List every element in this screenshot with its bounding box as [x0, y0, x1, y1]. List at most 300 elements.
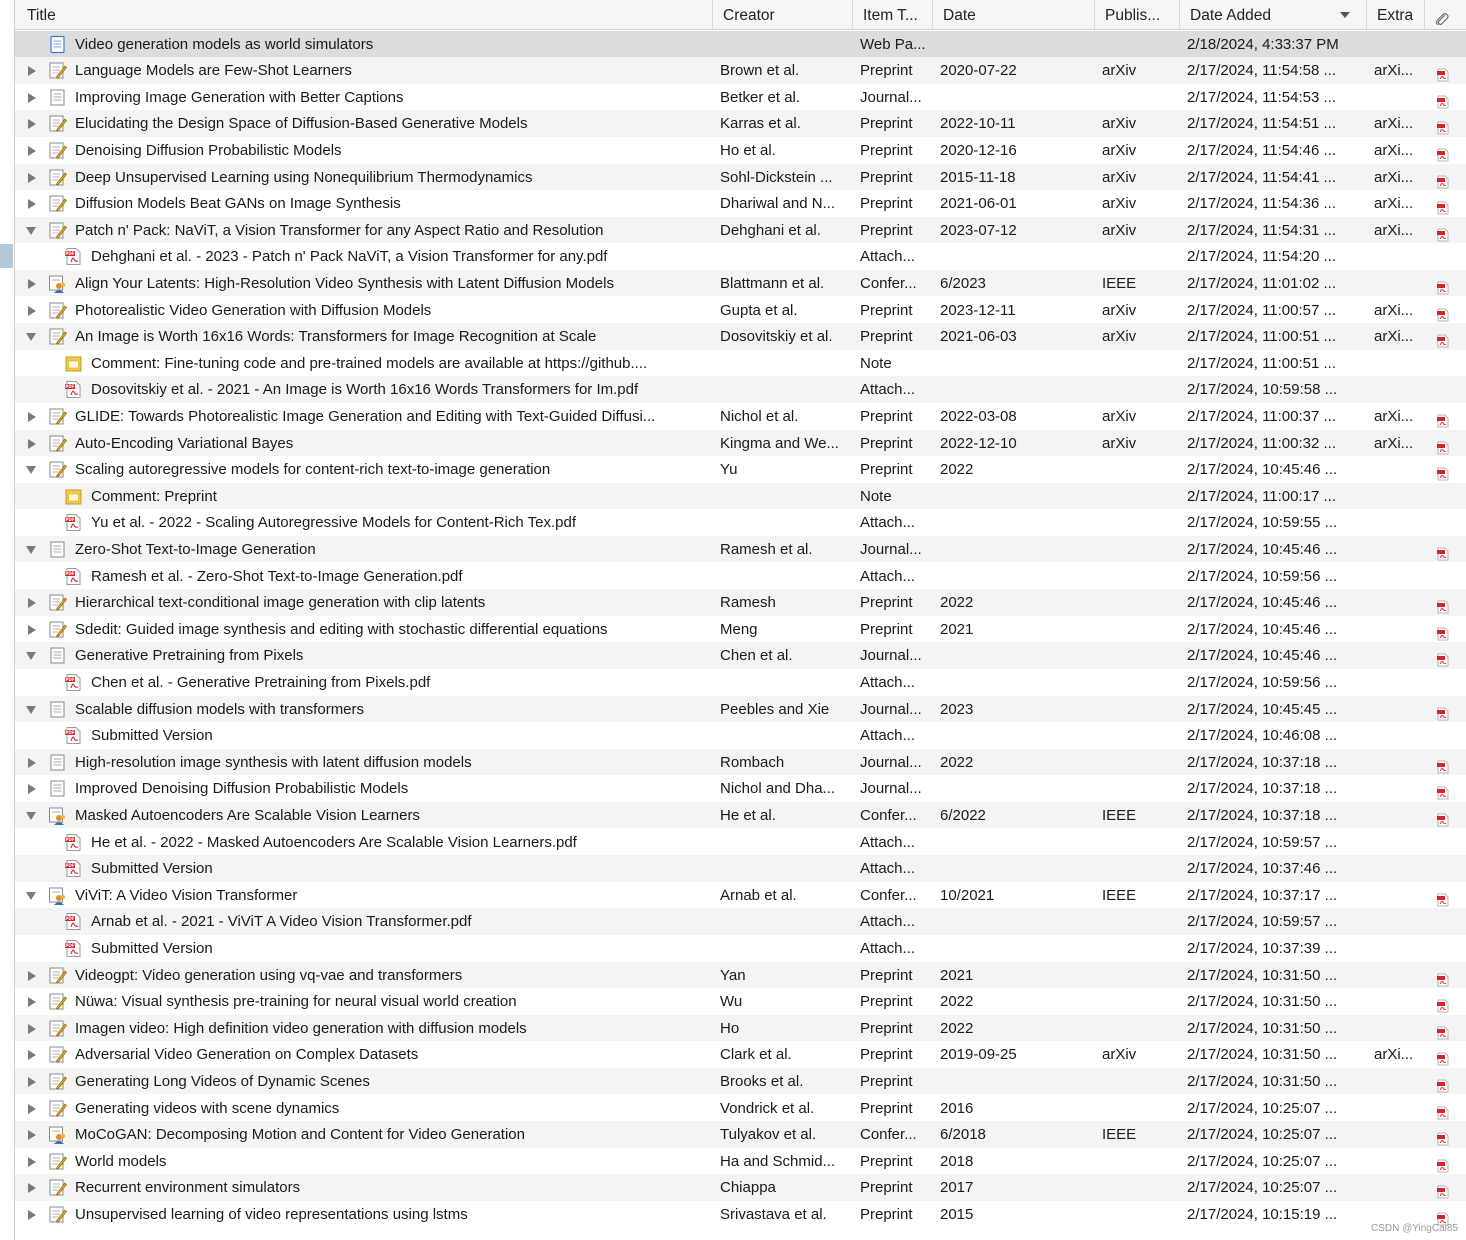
column-header-date[interactable] [933, 0, 1095, 30]
publisher-cell [1095, 908, 1176, 935]
table-row[interactable] [15, 190, 1466, 217]
expand-closed-icon[interactable] [28, 1157, 36, 1167]
item-type-cell: Preprint [860, 1152, 913, 1170]
publisher-cell [1095, 669, 1176, 696]
svg-text:PDF: PDF [65, 863, 75, 869]
publisher-cell: arXiv [1102, 115, 1137, 133]
attachment-cell[interactable] [1425, 1174, 1466, 1201]
attachment-cell [1425, 483, 1466, 510]
expand-closed-icon[interactable] [28, 997, 36, 1007]
table-row[interactable] [15, 243, 1466, 270]
table-row[interactable] [15, 642, 1466, 669]
expand-closed-icon[interactable] [28, 1050, 36, 1060]
item-title: Sdedit: Guided image synthesis and editing with stochastic differential equations [75, 620, 608, 638]
table-row[interactable] [15, 775, 1466, 802]
item-type-cell: Attach... [860, 381, 916, 399]
attachment-cell[interactable] [1425, 1068, 1466, 1095]
publisher-cell: arXiv [1102, 407, 1137, 425]
creator-cell: Ha and Schmid... [720, 1152, 836, 1170]
title-cell [15, 190, 713, 217]
creator-cell: Blattmann et al. [720, 274, 825, 292]
column-header-label: Date [943, 7, 976, 24]
table-row[interactable] [15, 1068, 1466, 1095]
date-added-cell: 2/17/2024, 11:00:51 ... [1187, 328, 1337, 346]
title-cell [15, 988, 713, 1015]
item-title: An Image is Worth 16x16 Words: Transformers for Image Recognition at Scale [75, 328, 597, 346]
expand-open-icon[interactable] [26, 466, 36, 474]
publisher-cell: arXiv [1102, 195, 1137, 213]
expand-open-icon[interactable] [26, 546, 36, 554]
attachment-cell[interactable] [1425, 802, 1466, 829]
publisher-cell [1095, 243, 1176, 270]
preprint-icon [48, 1099, 67, 1118]
preprint-icon [48, 992, 67, 1011]
table-row[interactable] [15, 1201, 1466, 1228]
date-added-cell: 2/17/2024, 11:00:17 ... [1187, 487, 1337, 505]
preprint-icon [48, 141, 67, 160]
publisher-cell [1095, 935, 1176, 962]
creator-cell: Ramesh et al. [720, 540, 813, 558]
item-type-cell: Preprint [860, 195, 913, 213]
publisher-cell [1095, 829, 1176, 856]
pdf-icon[interactable] [1436, 144, 1450, 164]
item-title: Submitted Version [91, 939, 213, 957]
creator-cell: Wu [720, 993, 743, 1011]
extra-cell [1367, 1095, 1421, 1122]
table-row[interactable] [15, 962, 1466, 989]
creator-cell: Yan [720, 966, 746, 984]
date-added-cell: 2/17/2024, 10:59:57 ... [1187, 833, 1338, 851]
attachment-cell [1425, 509, 1466, 536]
title-cell [15, 882, 713, 909]
item-type-cell: Preprint [860, 141, 913, 159]
item-title: Denoising Diffusion Probabilistic Models [75, 141, 342, 159]
table-row[interactable] [15, 323, 1466, 350]
publisher-cell [1095, 962, 1176, 989]
column-header-publisher[interactable] [1095, 0, 1180, 30]
left-gutter-marker [0, 244, 13, 268]
item-title: Yu et al. - 2022 - Scaling Autoregressive Models for Content-Rich Tex.pdf [91, 514, 576, 532]
date-added-cell: 2/17/2024, 11:54:36 ... [1187, 195, 1337, 213]
pdf-attachment-icon [64, 939, 83, 958]
attachment-cell[interactable] [1425, 1148, 1466, 1175]
attachment-cell[interactable] [1425, 1041, 1466, 1068]
items-table[interactable] [14, 0, 1466, 1240]
table-row[interactable] [15, 536, 1466, 563]
expand-closed-icon[interactable] [28, 1183, 36, 1193]
table-row[interactable] [15, 137, 1466, 164]
extra-cell [1367, 616, 1421, 643]
expand-closed-icon[interactable] [28, 306, 36, 316]
expand-closed-icon[interactable] [28, 1130, 36, 1140]
preprint-icon [48, 327, 67, 346]
attachment-cell[interactable] [1425, 164, 1466, 191]
item-type-cell: Attach... [860, 860, 916, 878]
creator-cell: Chen et al. [720, 647, 793, 665]
svg-text:PDF: PDF [65, 730, 75, 736]
extra-cell [1367, 243, 1421, 270]
pdf-icon[interactable] [1436, 197, 1450, 217]
publisher-cell [1095, 775, 1176, 802]
extra-cell [1367, 1174, 1421, 1201]
pdf-icon[interactable] [1436, 889, 1450, 909]
item-type-cell: Journal... [860, 540, 922, 558]
publisher-cell [1095, 509, 1176, 536]
expand-closed-icon[interactable] [28, 758, 36, 768]
pdf-icon[interactable] [1436, 171, 1450, 191]
item-title: Align Your Latents: High-Resolution Video Synthesis with Latent Diffusion Models [75, 274, 614, 292]
creator-cell: Gupta et al. [720, 301, 798, 319]
publisher-cell: arXiv [1102, 221, 1137, 239]
preprint-icon [48, 61, 67, 80]
table-row[interactable] [15, 509, 1466, 536]
expand-closed-icon[interactable] [28, 784, 36, 794]
attachment-cell[interactable] [1425, 110, 1466, 137]
table-row[interactable] [15, 616, 1466, 643]
creator-cell: Ho [720, 1019, 740, 1037]
expand-closed-icon[interactable] [28, 1024, 36, 1034]
attachment-cell [1425, 829, 1466, 856]
column-header-label: Publis... [1105, 7, 1161, 24]
table-row[interactable] [15, 669, 1466, 696]
extra-cell [1367, 589, 1421, 616]
date-cell [933, 908, 1091, 935]
pdf-icon[interactable] [1436, 224, 1450, 244]
date-cell: 2022-03-08 [940, 407, 1017, 425]
attachment-cell[interactable] [1425, 536, 1466, 563]
date-cell [933, 31, 1091, 58]
publisher-cell [1095, 1095, 1176, 1122]
pdf-icon[interactable] [1436, 1048, 1450, 1068]
table-row[interactable] [15, 829, 1466, 856]
pdf-icon[interactable] [1436, 809, 1450, 829]
item-type-cell: Preprint [860, 301, 913, 319]
journal-article-icon [48, 88, 67, 107]
pdf-icon[interactable] [1436, 623, 1450, 643]
expand-closed-icon[interactable] [28, 598, 36, 608]
pdf-icon[interactable] [1436, 969, 1450, 989]
publisher-cell: IEEE [1102, 806, 1137, 824]
item-type-cell: Preprint [860, 434, 913, 452]
expand-closed-icon[interactable] [28, 1077, 36, 1087]
creator-cell: Rombach [720, 753, 785, 771]
pdf-icon[interactable] [1436, 703, 1450, 723]
expand-closed-icon[interactable] [28, 279, 36, 289]
pdf-icon[interactable] [1436, 1181, 1450, 1201]
creator-cell [713, 243, 849, 270]
attachment-cell[interactable] [1425, 589, 1466, 616]
extra-cell [1367, 908, 1421, 935]
pdf-icon[interactable] [1436, 463, 1450, 483]
attachment-cell [1425, 350, 1466, 377]
pdf-icon[interactable] [1436, 756, 1450, 776]
expand-open-icon[interactable] [26, 333, 36, 341]
table-row[interactable] [15, 1121, 1466, 1148]
extra-cell: arXi... [1374, 221, 1414, 239]
item-title: Comment: Preprint [91, 487, 217, 505]
expand-open-icon[interactable] [26, 227, 36, 235]
expand-closed-icon[interactable] [28, 199, 36, 209]
attachment-cell[interactable] [1425, 616, 1466, 643]
date-cell [933, 509, 1091, 536]
item-title: Hierarchical text-conditional image generation with clip latents [75, 594, 486, 612]
preprint-icon [48, 1019, 67, 1038]
extra-cell: arXi... [1374, 434, 1414, 452]
table-row[interactable] [15, 1095, 1466, 1122]
item-type-cell: Web Pa... [860, 35, 926, 53]
preprint-icon [48, 1045, 67, 1064]
publisher-cell [1095, 1174, 1176, 1201]
expand-closed-icon[interactable] [28, 93, 36, 103]
date-added-cell: 2/17/2024, 10:25:07 ... [1187, 1152, 1338, 1170]
left-gutter [0, 0, 14, 1240]
extra-cell [1367, 1121, 1421, 1148]
publisher-cell: arXiv [1102, 168, 1137, 186]
table-row[interactable] [15, 1174, 1466, 1201]
publisher-cell [1095, 483, 1176, 510]
expand-closed-icon[interactable] [28, 971, 36, 981]
extra-cell: arXi... [1374, 141, 1414, 159]
expand-open-icon[interactable] [26, 892, 36, 900]
table-header [15, 0, 1466, 30]
pdf-icon[interactable] [1436, 649, 1450, 669]
title-cell [15, 164, 713, 191]
extra-cell [1367, 882, 1421, 909]
item-title: Ramesh et al. - Zero-Shot Text-to-Image Generation.pdf [91, 567, 463, 585]
pdf-icon[interactable] [1436, 596, 1450, 616]
sort-descending-icon[interactable] [1340, 12, 1350, 18]
pdf-icon[interactable] [1436, 330, 1450, 350]
pdf-icon[interactable] [1436, 437, 1450, 457]
preprint-icon [48, 407, 67, 426]
date-cell: 2022-12-10 [940, 434, 1017, 452]
pdf-icon[interactable] [1436, 543, 1450, 563]
title-cell [15, 84, 713, 111]
date-cell [933, 243, 1091, 270]
attachment-cell[interactable] [1425, 749, 1466, 776]
expand-closed-icon[interactable] [28, 146, 36, 156]
table-row[interactable] [15, 1148, 1466, 1175]
publisher-cell [1095, 536, 1176, 563]
preprint-icon [48, 1072, 67, 1091]
pdf-icon[interactable] [1436, 64, 1450, 84]
pdf-icon[interactable] [1436, 1128, 1450, 1148]
attachment-cell[interactable] [1425, 190, 1466, 217]
expand-closed-icon[interactable] [28, 625, 36, 635]
preprint-icon [48, 1205, 67, 1224]
attachment-cell[interactable] [1425, 270, 1466, 297]
publisher-cell [1095, 589, 1176, 616]
attachment-cell[interactable] [1425, 988, 1466, 1015]
expand-open-icon[interactable] [26, 812, 36, 820]
table-row[interactable] [15, 350, 1466, 377]
date-added-cell: 2/17/2024, 11:00:32 ... [1187, 434, 1337, 452]
table-row[interactable] [15, 57, 1466, 84]
item-type-cell: Note [860, 354, 892, 372]
extra-cell [1367, 935, 1421, 962]
attachment-cell[interactable] [1425, 217, 1466, 244]
extra-cell [1367, 802, 1421, 829]
date-added-cell: 2/17/2024, 10:37:18 ... [1187, 806, 1338, 824]
attachment-cell[interactable] [1425, 1121, 1466, 1148]
date-cell: 2022 [940, 461, 974, 479]
expand-open-icon[interactable] [26, 652, 36, 660]
item-title: He et al. - 2022 - Masked Autoencoders Are Scalable Vision Learners.pdf [91, 833, 577, 851]
item-title: Deep Unsupervised Learning using Nonequilibrium Thermodynamics [75, 168, 533, 186]
column-header-extra[interactable] [1367, 0, 1425, 30]
title-cell [15, 669, 713, 696]
expand-closed-icon[interactable] [28, 439, 36, 449]
item-type-cell: Attach... [860, 833, 916, 851]
table-row[interactable] [15, 430, 1466, 457]
creator-cell: Meng [720, 620, 758, 638]
svg-text:PDF: PDF [65, 251, 75, 257]
extra-cell [1367, 775, 1421, 802]
column-header-title[interactable] [15, 0, 713, 30]
attachment-cell[interactable] [1425, 775, 1466, 802]
title-cell [15, 430, 713, 457]
publisher-cell [1095, 376, 1176, 403]
table-row[interactable] [15, 855, 1466, 882]
column-header-creator[interactable] [713, 0, 853, 30]
table-row[interactable] [15, 1015, 1466, 1042]
table-row[interactable] [15, 749, 1466, 776]
title-cell [15, 802, 713, 829]
attachment-cell[interactable] [1425, 137, 1466, 164]
pdf-icon[interactable] [1436, 410, 1450, 430]
attachment-cell[interactable] [1425, 1095, 1466, 1122]
attachment-cell[interactable] [1425, 403, 1466, 430]
column-header-date-added[interactable] [1180, 0, 1367, 30]
table-row[interactable] [15, 908, 1466, 935]
table-row[interactable] [15, 722, 1466, 749]
expand-closed-icon[interactable] [28, 173, 36, 183]
table-row[interactable] [15, 403, 1466, 430]
table-row[interactable] [15, 270, 1466, 297]
attachment-cell[interactable] [1425, 297, 1466, 324]
preprint-icon [48, 593, 67, 612]
item-title: Comment: Fine-tuning code and pre-trained models are available at https://github.... [91, 354, 648, 372]
date-added-cell: 2/17/2024, 10:37:18 ... [1187, 753, 1338, 771]
pdf-icon[interactable] [1436, 1102, 1450, 1122]
table-row[interactable] [15, 84, 1466, 111]
table-row[interactable] [15, 110, 1466, 137]
attachment-cell[interactable] [1425, 456, 1466, 483]
pdf-icon[interactable] [1436, 277, 1450, 297]
pdf-icon[interactable] [1436, 995, 1450, 1015]
expand-closed-icon[interactable] [28, 1104, 36, 1114]
publisher-cell [1095, 31, 1176, 58]
table-row[interactable] [15, 217, 1466, 244]
expand-closed-icon[interactable] [28, 66, 36, 76]
table-row[interactable] [15, 988, 1466, 1015]
pdf-icon[interactable] [1436, 1075, 1450, 1095]
date-cell: 2020-12-16 [940, 141, 1017, 159]
conference-paper-icon [48, 274, 67, 293]
column-header-item-type[interactable] [853, 0, 933, 30]
attachment-cell[interactable] [1425, 323, 1466, 350]
expand-closed-icon[interactable] [28, 119, 36, 129]
table-row[interactable] [15, 456, 1466, 483]
creator-cell [713, 509, 849, 536]
date-cell: 2022 [940, 594, 974, 612]
svg-text:PDF: PDF [65, 916, 75, 922]
date-cell [933, 376, 1091, 403]
pdf-icon[interactable] [1436, 1155, 1450, 1175]
pdf-icon[interactable] [1436, 1022, 1450, 1042]
title-cell [15, 722, 713, 749]
attachment-cell[interactable] [1425, 962, 1466, 989]
table-row[interactable] [15, 589, 1466, 616]
item-title: Submitted Version [91, 727, 213, 745]
date-cell: 2015-11-18 [940, 168, 1016, 186]
attachment-cell[interactable] [1425, 430, 1466, 457]
pdf-icon[interactable] [1436, 91, 1450, 111]
title-cell [15, 1201, 713, 1228]
expand-closed-icon[interactable] [28, 1210, 36, 1220]
table-row[interactable] [15, 1041, 1466, 1068]
item-title: Elucidating the Design Space of Diffusion-Based Generative Models [75, 115, 528, 133]
attachment-cell[interactable] [1425, 642, 1466, 669]
table-row[interactable] [15, 164, 1466, 191]
table-row[interactable] [15, 376, 1466, 403]
item-title: GLIDE: Towards Photorealistic Image Generation and Editing with Text-Guided Diffusi... [75, 407, 656, 425]
table-row[interactable] [15, 297, 1466, 324]
table-row[interactable] [15, 882, 1466, 909]
date-added-cell: 2/17/2024, 10:45:46 ... [1187, 620, 1338, 638]
creator-cell: Nichol et al. [720, 407, 799, 425]
creator-cell: Dehghani et al. [720, 221, 821, 239]
expand-closed-icon[interactable] [28, 412, 36, 422]
pdf-icon[interactable] [1436, 304, 1450, 324]
attachment-cell[interactable] [1425, 882, 1466, 909]
table-row[interactable] [15, 802, 1466, 829]
publisher-cell [1095, 1201, 1176, 1228]
pdf-attachment-icon [64, 726, 83, 745]
item-type-cell: Attach... [860, 514, 916, 532]
publisher-cell [1095, 456, 1176, 483]
table-row[interactable] [15, 563, 1466, 590]
expand-open-icon[interactable] [26, 706, 36, 714]
preprint-icon [48, 301, 67, 320]
date-added-cell: 2/17/2024, 10:31:50 ... [1187, 966, 1338, 984]
attachment-cell[interactable] [1425, 57, 1466, 84]
table-row[interactable] [15, 935, 1466, 962]
extra-cell [1367, 1148, 1421, 1175]
date-added-cell: 2/17/2024, 10:45:46 ... [1187, 647, 1338, 665]
item-type-cell: Attach... [860, 913, 916, 931]
title-cell [15, 110, 713, 137]
extra-cell [1367, 988, 1421, 1015]
date-added-cell: 2/17/2024, 11:00:51 ... [1187, 354, 1337, 372]
extra-cell [1367, 669, 1421, 696]
title-cell [15, 323, 713, 350]
title-cell [15, 749, 713, 776]
table-row[interactable] [15, 483, 1466, 510]
table-row[interactable] [15, 696, 1466, 723]
pdf-icon[interactable] [1436, 117, 1450, 137]
item-title: Dehghani et al. - 2023 - Patch n' Pack NaViT, a Vision Transformer for any.pdf [91, 248, 608, 266]
column-header-attachments[interactable] [1425, 0, 1466, 30]
table-row[interactable] [15, 31, 1466, 58]
attachment-cell[interactable] [1425, 1015, 1466, 1042]
date-cell: 2022 [940, 1019, 974, 1037]
creator-cell: Vondrick et al. [720, 1099, 815, 1117]
pdf-icon[interactable] [1436, 782, 1450, 802]
date-cell: 2023-07-12 [940, 221, 1017, 239]
attachment-cell[interactable] [1425, 84, 1466, 111]
attachment-cell[interactable] [1425, 696, 1466, 723]
